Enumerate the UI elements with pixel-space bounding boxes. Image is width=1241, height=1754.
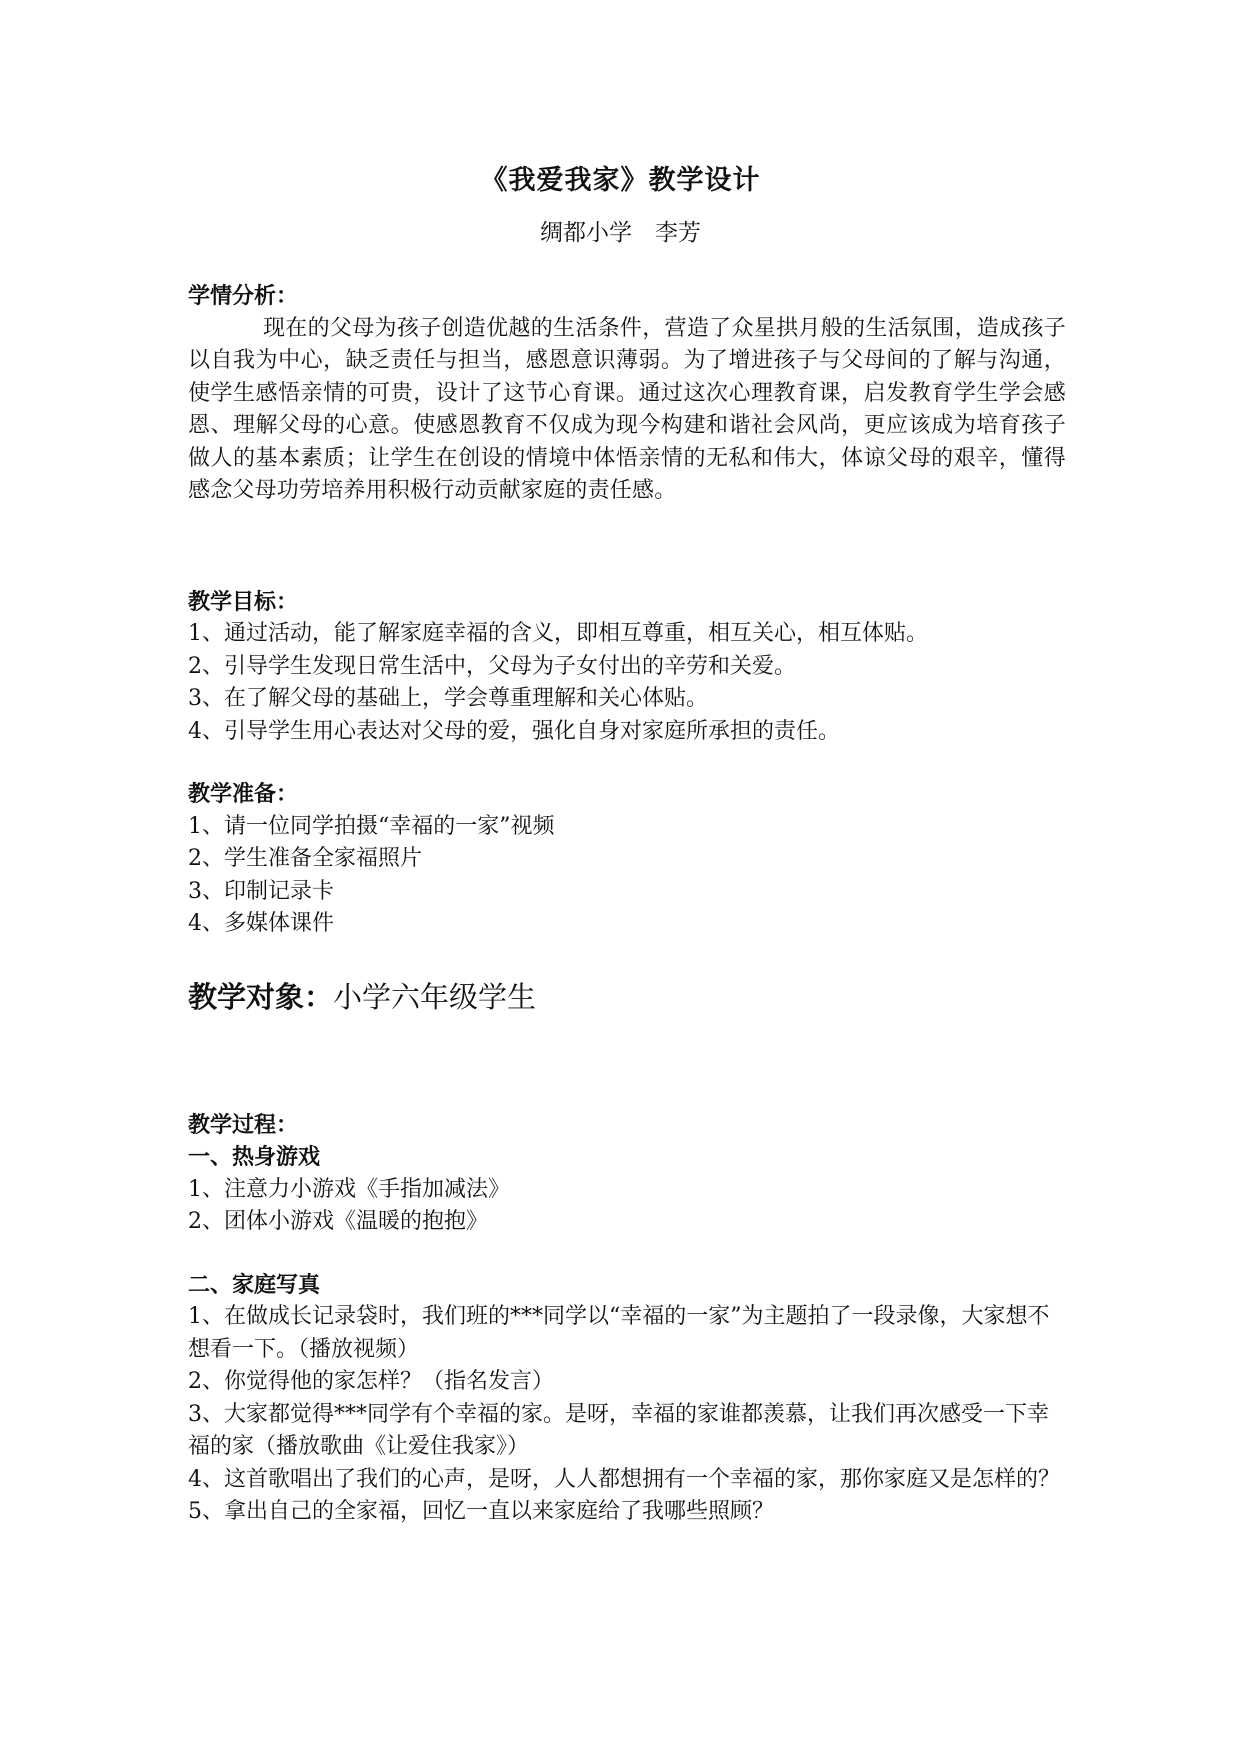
preparation-item: 3、印制记录卡 <box>188 878 334 904</box>
analysis-heading: 学情分析： <box>188 283 299 309</box>
spacer <box>188 1017 1066 1109</box>
document-author: 绸都小学 李芳 <box>540 220 701 246</box>
target-line <box>188 977 1066 1017</box>
target-value: 小学六年级学生 <box>333 979 537 1014</box>
preparation-item: 2、学生准备全家福照片 <box>188 846 422 871</box>
process-part2-item: 4、这首歌唱出了我们的心声，是呀，人人都想拥有一个幸福的家，那你家庭又是怎样的？ <box>188 1466 1061 1492</box>
process-part2-item: 5、拿出自己的全家福，回忆一直以来家庭给了我哪些照顾？ <box>188 1499 774 1524</box>
document-body <box>188 280 1066 1529</box>
goal-item: 3、在了解父母的基础上，学会尊重理解和关心体贴。 <box>188 686 708 711</box>
goal-item: 1、通过活动，能了解家庭幸福的含义，即相互尊重，相互关心，相互体贴。 <box>188 621 928 646</box>
preparation-item: 1、请一位同学拍摄“幸福的一家”视频 <box>188 813 555 839</box>
process-part2-item: 3、大家都觉得***同学有个幸福的家。是呀，幸福的家谁都羡慕，让我们再次感受一下幸福的家（播放歌曲《让爱住我家》） <box>188 1401 1049 1459</box>
spacer <box>188 1239 1066 1269</box>
process-part2-heading: 二、家庭写真 <box>188 1271 321 1298</box>
spacer <box>188 508 1066 586</box>
document-title: 《我爱我家》教学设计 <box>480 165 761 196</box>
process-part2-item: 1、在做成长记录袋时，我们班的***同学以“幸福的一家”为主题拍了一段录像，大家想不想看一下。（播放视频） <box>188 1304 1050 1362</box>
process-part1-item: 2、团体小游戏《温暖的抱抱》 <box>188 1209 488 1234</box>
target-heading: 教学对象： <box>188 979 334 1014</box>
preparation-heading: 教学准备： <box>188 781 299 807</box>
analysis-paragraph: 现在的父母为孩子创造优越的生活条件，营造了众星拱月般的生活氛围，造成孩子以自我为中心，缺乏责任与担当，感恩意识薄弱。为了增进孩子与父母间的了解与沟通，使学生感悟亲情的可贵，设计了这节心育课。通过这次心理教育课，启发教育学生学会感恩、理解父母的心意。使感恩教育不仅成为现今构建和谐社会风尚，更应该成为培育孩子做人的基本素质；让学生在创设的情境中体悟亲情的无私和伟大，体谅父母的艰辛，懂得感念父母功劳培养用积极行动贡献家庭的责任感。 <box>188 315 1066 503</box>
spacer <box>188 748 1066 778</box>
spacer <box>188 941 1066 977</box>
process-part1-item: 1、注意力小游戏《手指加减法》 <box>188 1176 510 1202</box>
goal-item: 2、引导学生发现日常生活中，父母为子女付出的辛劳和关爱。 <box>188 653 796 679</box>
process-part2-item: 2、你觉得他的家怎样？（指名发言） <box>188 1369 554 1394</box>
process-heading: 教学过程： <box>188 1111 299 1138</box>
process-part1-heading: 一、热身游戏 <box>188 1144 321 1170</box>
goal-item: 4、引导学生用心表达对父母的爱，强化自身对家庭所承担的责任。 <box>188 718 840 744</box>
preparation-item: 4、多媒体课件 <box>188 911 334 936</box>
goals-heading: 教学目标： <box>188 588 299 615</box>
